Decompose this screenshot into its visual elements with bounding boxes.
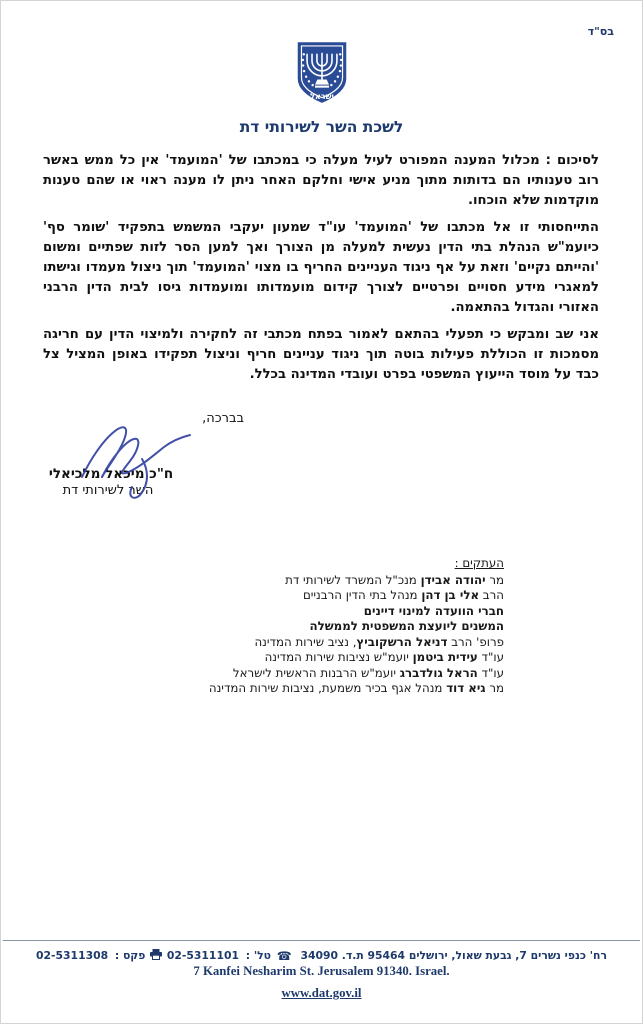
letterhead	[1, 1, 642, 136]
fax-icon	[146, 950, 162, 963]
copy-suffix: , נציב שירות המדינה	[254, 634, 357, 649]
footer-divider	[3, 940, 640, 941]
copy-recipient	[1, 681, 504, 697]
copy-name: דניאל הרשקוביץ	[356, 634, 448, 649]
copy-name: המשנים ליועצת המשפטית לממשלה	[309, 619, 504, 633]
signatory-role: השר לשירותי דת	[62, 483, 154, 498]
copy-suffix: יועמ"ש הרבנות הראשית לישראל	[232, 665, 400, 680]
phone-label: טל' :	[245, 949, 271, 962]
signature-greeting: בברכה,	[202, 411, 244, 426]
copy-name: גיא דוד	[446, 681, 486, 695]
footer-address-hebrew	[1, 948, 642, 962]
fax-label: פקס :	[114, 949, 146, 962]
footer-address-english: 7 Kanfei Nesharim St. Jerusalem 91340. Israel.	[193, 964, 450, 978]
copy-name: אלי בן דהן	[421, 588, 480, 602]
emblem-caption: ישראל	[309, 92, 334, 102]
phone-icon: ☎	[276, 949, 292, 963]
paragraph-request: אני שב ומבקש כי תפעלי בהתאם לאמור בפתח מכתבי זה לחקירה ולמיצוי הדין עם חריגה מסמכות זו הכוללת פעילות בוטה תוך ניגוד עניינים חריף וניצול תפקידו באופן המציל צל כבד על מוסד הייעוץ המשפטי בפרט ועובדי המדינה בכלל.	[43, 327, 599, 382]
copy-recipient	[1, 666, 504, 682]
copy-suffix: מנהל אגף בכיר משמעת, נציבות שירות המדינה	[208, 681, 447, 695]
footer-street-address: רח' כנפי נשרים 7, גבעת שאול, ירושלים 95464 ת.ד. 34090	[300, 949, 607, 962]
copy-name: יהודה אבידן	[420, 572, 486, 587]
signature-block	[1, 411, 256, 498]
copy-recipient	[1, 635, 504, 651]
copy-recipient	[1, 573, 504, 589]
phone-number: 02-5311101	[166, 949, 239, 962]
paragraph-summary: לסיכום : מכלול המענה המפורט לעיל מעלה כי במכתבו של 'המועמד' אין כל ממש באשר רוב טענותיו הם בדותות מתוך מניע אישי וחלקם האחר ניתן לו מענה ראוי או שהם טענות מוקדמות שלא הוכחו.	[43, 153, 599, 208]
copy-suffix: מנהל בתי הדין הרבניים	[302, 588, 422, 602]
copy-name: עידית ביטמן	[412, 650, 478, 664]
copy-prefix: פרופ' הרב	[447, 634, 504, 649]
copy-recipient	[1, 604, 504, 620]
letter-body	[43, 151, 599, 385]
copy-recipient	[1, 650, 504, 666]
office-title: לשכת השר לשירותי דת	[239, 118, 404, 136]
copy-prefix: עו"ד	[477, 650, 504, 664]
copy-prefix: מר	[485, 572, 504, 587]
fax-number: 02-5311308	[36, 949, 109, 962]
paragraph-reference: התייחסותי זו אל מכתבו של 'המועמד' עו"ד שמעון יעקבי המשמש בתפקיד 'שומר סף' כיועמ"ש הנהלת בתי הדין נעשית למעלה מן הצורך ואך למען הסר לזות שפתיים ומשום 'והייתם נקיים' וזאת על אף ניגוד העניינים החריף בו מצוי 'המועמד' תוך ניצול מעמדו וגישתו למאגרי מידע חסויים ופרטיים לצורך קידום מועמדותו ומועמדות גיסו לבית הדין הרבני האזורי והגדול בהתאמה.	[43, 220, 599, 315]
copy-prefix: הרב	[479, 588, 504, 602]
letterhead-footer	[1, 940, 642, 1023]
copy-suffix: יועמ"ש נציבות שירות המדינה	[264, 650, 413, 664]
copy-recipient	[1, 588, 504, 604]
copy-prefix: מר	[485, 681, 504, 695]
copy-recipient	[1, 619, 504, 635]
copy-prefix: עו"ד	[477, 665, 504, 680]
copies-title: העתקים :	[454, 556, 504, 570]
signatory-name: ח"כ מיכאל מלכיאלי	[48, 466, 174, 482]
israel-state-emblem-icon	[294, 39, 350, 111]
copy-name: חברי הוועדה למינוי דיינים	[363, 603, 504, 618]
bsd-mark: בס"ד	[587, 25, 614, 38]
copy-suffix: מנכ"ל המשרד לשירותי דת	[285, 572, 421, 587]
copies-list	[1, 556, 504, 697]
website-link[interactable]: www.dat.gov.il	[281, 986, 362, 1000]
copy-name: הראל גולדברג	[399, 665, 478, 680]
